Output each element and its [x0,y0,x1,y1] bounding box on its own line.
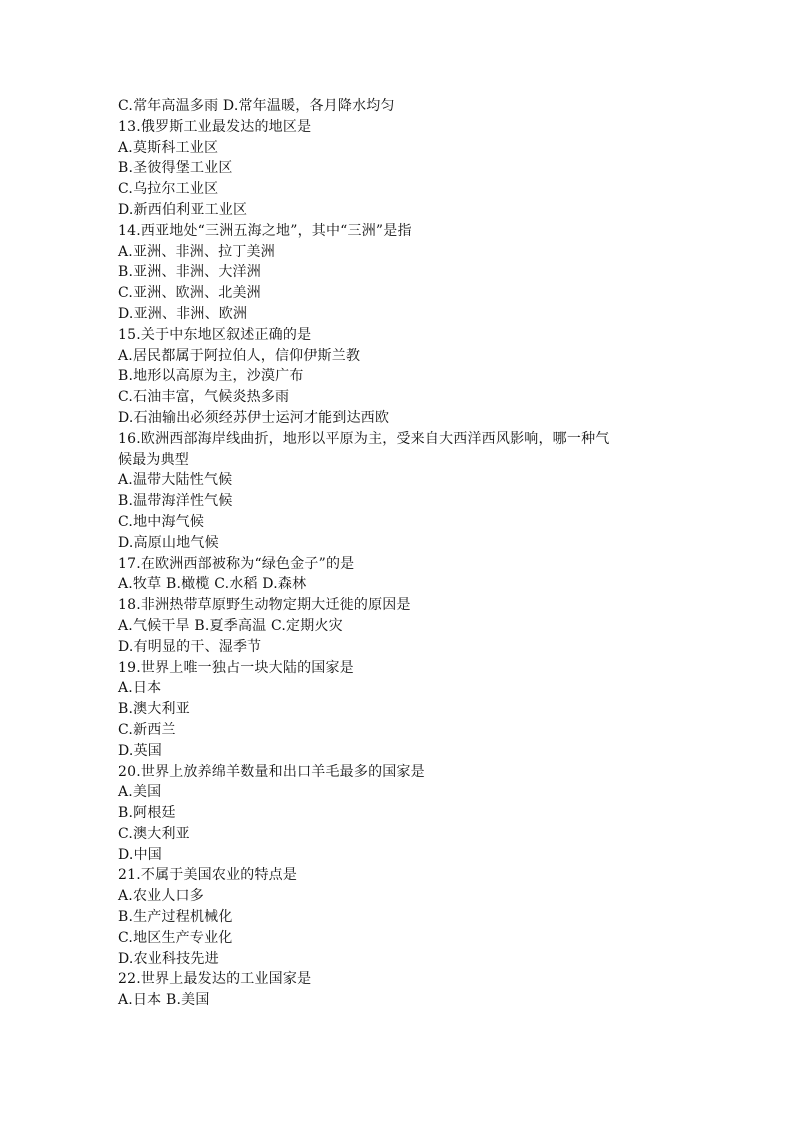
document-body [118,96,678,1011]
text-line: C.常年高温多雨 D.常年温暖，各月降水均匀 [118,98,395,114]
text-line: 20.世界上放养绵羊数量和出口羊毛最多的国家是 [118,763,425,780]
text-line: 18.非洲热带草原野生动物定期大迁徙的原因是 [118,597,411,614]
text-line: A.温带大陆性气候 [118,472,233,489]
text-line: 16.欧洲西部海岸线曲折，地形以平原为主，受来自大西洋西风影响，哪一种气 [118,430,610,447]
text-line: D.高原山地气候 [118,534,219,551]
text-line: D.农业科技先进 [118,950,219,967]
text-line: A.美国 [118,784,162,801]
text-line: A.居民都属于阿拉伯人，信仰伊斯兰教 [118,347,361,364]
text-line: A.日本 [118,680,162,697]
text-line: 19.世界上唯一独占一块大陆的国家是 [118,659,354,676]
text-line: B.温带海洋性气候 [118,493,233,510]
text-line: D.英国 [118,742,162,759]
text-line: B.阿根廷 [118,805,176,822]
text-line: 17.在欧洲西部被称为“绿色金子”的是 [118,555,355,572]
text-line: B.地形以高原为主，沙漠广布 [118,368,304,385]
text-line: 15.关于中东地区叙述正确的是 [118,326,312,343]
text-line: C.澳大利亚 [118,825,190,842]
text-line: A.气候干旱 B.夏季高温 C.定期火灾 [118,617,343,634]
text-line: B.亚洲、非洲、大洋洲 [118,264,261,281]
text-line: D.有明显的干、湿季节 [118,638,262,655]
text-line: D.新西伯利亚工业区 [118,201,248,218]
text-line: C.地区生产专业化 [118,929,233,946]
text-line: B.圣彼得堡工业区 [118,160,233,177]
text-line: D.石油输出必须经苏伊士运河才能到达西欧 [118,409,390,426]
text-line: A.亚洲、非洲、拉丁美洲 [118,243,275,260]
text-line: D.中国 [118,846,162,863]
text-line: A.农业人口多 [118,888,204,905]
text-line: A.日本 B.美国 [118,992,210,1009]
text-line: C.新西兰 [118,721,176,738]
text-line: A.牧草 B.橄榄 C.水稻 D.森林 [118,576,307,593]
text-line: B.澳大利亚 [118,701,190,718]
text-line: C.乌拉尔工业区 [118,181,219,198]
text-line: B.生产过程机械化 [118,909,233,926]
text-line: D.亚洲、非洲、欧洲 [118,305,248,322]
text-line: 14.西亚地处“三洲五海之地”，其中“三洲”是指 [118,222,412,239]
text-line: A.莫斯科工业区 [118,139,219,156]
text-line: 22.世界上最发达的工业国家是 [118,971,312,988]
text-line: C.石油丰富，气候炎热多雨 [118,389,290,406]
text-line: 21.不属于美国农业的特点是 [118,867,298,884]
text-line: 13.俄罗斯工业最发达的地区是 [118,118,312,135]
text-line: C.亚洲、欧洲、北美洲 [118,285,261,302]
text-line: 候最为典型 [118,451,189,468]
text-line: C.地中海气候 [118,513,205,530]
